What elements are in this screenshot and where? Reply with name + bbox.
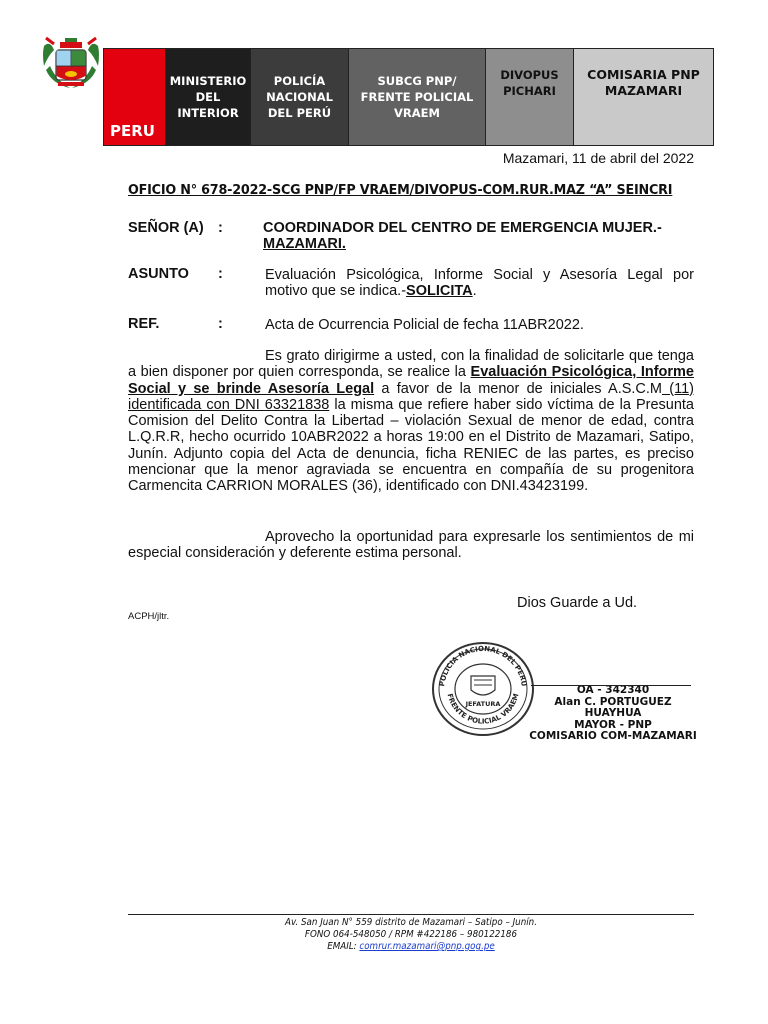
asunto-line2-text: motivo que se indica.- bbox=[265, 283, 407, 299]
signature-line: Alan C. PORTUGUEZ HUAYHUA bbox=[554, 695, 672, 719]
signature-line: MAYOR - PNP bbox=[574, 718, 652, 731]
asunto-solicita: SOLICITA bbox=[406, 283, 473, 299]
closing-salutation: Dios Guarde a Ud. bbox=[517, 595, 638, 611]
institution-header-band bbox=[103, 48, 714, 146]
senor-label: SEÑOR (A) bbox=[128, 220, 204, 236]
body-p1-mid: a favor de la menor de iniciales A.S.C.M bbox=[374, 380, 663, 397]
footer-email-link[interactable]: comrur.mazamari@pnp.gog.pe bbox=[359, 941, 495, 952]
body-p1-bold: Evaluación Psicológica, Informe Social y se brinde Asesoría Legal bbox=[128, 364, 694, 397]
signature-block bbox=[528, 685, 698, 743]
senor-colon: : bbox=[218, 220, 223, 236]
header-comisaria-line: COMISARIA PNP bbox=[587, 67, 700, 82]
svg-text:POLICIA NACIONAL DEL PERU bbox=[438, 645, 528, 687]
stamp-center-text: JEFATURA bbox=[465, 700, 501, 708]
ref-colon: : bbox=[218, 316, 223, 332]
header-policia-line: NACIONAL bbox=[266, 90, 333, 104]
signature-line: COMISARIO COM-MAZAMARI bbox=[529, 730, 697, 742]
header-policia-line: DEL PERÚ bbox=[267, 106, 332, 120]
footer-address: Av. San Juan N° 559 distrito de Mazamari – Satipo – Junín. bbox=[284, 917, 538, 928]
asunto-text bbox=[265, 267, 694, 299]
asunto-line2-end: . bbox=[472, 283, 477, 299]
header-policia-cell bbox=[251, 49, 349, 145]
signature-rule bbox=[531, 685, 691, 686]
asunto-label: ASUNTO bbox=[128, 266, 189, 282]
header-policia-line: POLICÍA bbox=[273, 74, 326, 88]
header-ministerio-line: DEL bbox=[195, 90, 221, 104]
asunto-colon: : bbox=[218, 266, 223, 282]
footer-email-label: EMAIL: bbox=[327, 941, 360, 952]
senor-recipient-line: COORDINADOR DEL CENTRO DE EMERGENCIA MUJER.- bbox=[263, 220, 662, 236]
header-subcg-cell bbox=[349, 49, 486, 145]
oficio-number: OFICIO N° 678-2022-SCG PNP/FP VRAEM/DIVOPUS-COM.RUR.MAZ “A” SEINCRI bbox=[128, 183, 673, 198]
footer-email-line bbox=[151, 941, 672, 953]
footer-divider bbox=[128, 914, 694, 915]
header-divopus-line: PICHARI bbox=[503, 84, 556, 98]
body-paragraph-2: Aprovecho la oportunidad para expresarle los sentimientos de mi especial consideración y deferente estima personal. bbox=[128, 529, 694, 562]
stamp-ring-bottom: FRENTE POLICIAL VRAEM bbox=[445, 692, 521, 726]
header-comisaria-cell bbox=[574, 49, 713, 145]
header-comisaria-line: MAZAMARI bbox=[604, 83, 683, 98]
header-peru-label: PERU bbox=[110, 122, 155, 140]
header-peru-cell bbox=[104, 49, 166, 145]
body-p1-end: la misma que refiere haber sido víctima de la Presunta Comision del Delito Contra la Libertad – violación Sexual de menor de edad, contra L.Q.R.R, hecho ocurrido 10ABR2022 a horas 19:00 en el Distrito de Mazamari, Satipo, Junín. Adjunto copia del Acta de denuncia, ficha RENIEC de las partes, es preciso mencionar que la menor agraviada se encuentra en compañía de su progenitora Carmencita CARRION MORALES (36), identificado con DNI.43423199. bbox=[128, 396, 694, 495]
senor-recipient bbox=[263, 220, 662, 252]
signature-line: OA - 342340 bbox=[576, 684, 650, 696]
footer-contact bbox=[151, 917, 672, 953]
header-subcg-line: FRENTE POLICIAL bbox=[360, 90, 474, 104]
senor-recipient-line: MAZAMARI. bbox=[263, 236, 346, 252]
header-subcg-line: VRAEM bbox=[394, 106, 440, 120]
ref-text: Acta de Ocurrencia Policial de fecha 11ABR2022. bbox=[265, 317, 584, 333]
body-p1-start: Es grato dirigirme a usted, con la finalidad de solicitarle que tenga a bien disponer por quien corresponda, se realice la bbox=[128, 348, 694, 381]
initials: ACPH/jltr. bbox=[128, 611, 170, 622]
header-ministerio-cell bbox=[166, 49, 251, 145]
header-divopus-cell bbox=[486, 49, 574, 145]
footer-phone: FONO 064-548050 / RPM #422186 – 980122186 bbox=[304, 929, 518, 940]
asunto-line: Evaluación Psicológica, Informe Social y Asesoría Legal por bbox=[265, 267, 694, 283]
peru-coat-of-arms-icon bbox=[40, 36, 102, 92]
header-subcg-line: SUBCG PNP/ bbox=[377, 74, 457, 88]
ref-label: REF. bbox=[128, 316, 160, 332]
header-ministerio-line: INTERIOR bbox=[177, 106, 239, 120]
stamp-ring-text: POLICIA NACIONAL DEL PERU bbox=[438, 644, 528, 687]
body-p1-underline: (11) identificada con DNI 63321838 bbox=[128, 380, 694, 413]
document-date: Mazamari, 11 de abril del 2022 bbox=[502, 150, 694, 166]
header-divopus-line: DIVOPUS bbox=[500, 68, 559, 82]
header-ministerio-line: MINISTERIO bbox=[169, 74, 247, 88]
police-seal-stamp bbox=[430, 640, 536, 738]
asunto-line bbox=[265, 283, 694, 299]
body-paragraph-1 bbox=[128, 348, 694, 495]
